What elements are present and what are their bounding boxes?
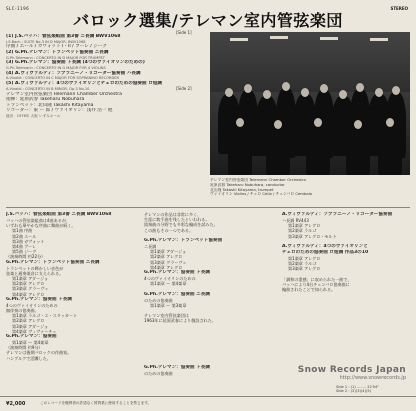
photo-caption: [210, 178, 410, 197]
musician-face: [386, 118, 394, 127]
program-listing: [6, 34, 186, 119]
program-line: リコーダー：東 ー 郎 / ヴァイオリン：浅井 浩一 他: [6, 108, 113, 114]
notes-line: ニ長調: [144, 244, 157, 250]
program-line: J.S.Bach : SUITE No.3 IN D MAJOR, BWV1068: [6, 39, 86, 44]
notes-line: 生涯に数千曲を残したといわれる。: [144, 217, 210, 223]
notes-line: バッハにより4台チェンバロ協奏曲に: [282, 282, 350, 288]
notes-line: テレマン室内管弦楽団は: [144, 313, 189, 319]
notes-line: 第2楽章 ラルゴ: [288, 261, 317, 267]
notes-line: トランペットの輝かしい音色が: [6, 265, 64, 271]
musician-face: [314, 118, 322, 127]
musician-face: [392, 86, 400, 95]
notes-line: 無伴奏の協奏曲。: [6, 308, 39, 314]
notes-line: 第2楽章 アレグロ: [150, 254, 183, 260]
notes-line: この曲もその一つである。: [144, 227, 194, 233]
musician-face: [354, 120, 362, 129]
notes-line: 第2楽章 ラルゴ: [288, 228, 317, 234]
notes-line: 第1楽章 アレグロ: [288, 223, 321, 229]
musician-face: [263, 90, 271, 99]
program-line: (5) A.ヴィヴァルディ：4つのヴァイオリンとチェロのための協奏曲 ロ短調: [6, 81, 162, 87]
notes-line: 第4楽章 アレグロ: [150, 264, 183, 270]
notes-line: ハンブルクで活躍した。: [6, 355, 51, 361]
notes-line: 4つのヴァイオリンのための: [6, 302, 58, 308]
notes-line: いずれも華やかな序曲に舞曲が続く。: [6, 223, 76, 229]
notes-line: 第1楽章 〜 第3楽章: [150, 302, 187, 308]
notes-line: 編曲されたことで知られる。: [282, 287, 336, 293]
notes-line: A.ヴィヴァルディ：4つのヴァイオリンと: [282, 244, 368, 250]
musician-face: [301, 88, 309, 97]
notes-line: 第3曲 ガヴォット: [12, 238, 45, 244]
watermark: [298, 365, 406, 381]
notes-line: 第1楽章 〜 第4楽章: [150, 281, 187, 287]
musician-figure: [306, 124, 330, 175]
timing-line: Side 1 : (1) ........ 22'04": [336, 385, 379, 389]
liner-notes-column-2: [144, 212, 272, 396]
timing-line: Side 2 : (2)(3)(4)(5): [336, 389, 372, 393]
program-line: (4) A.ヴィヴァルディ：ソプラニーノ・リコーダー協奏曲 ハ長調: [6, 70, 141, 76]
notes-line: J.S.バッハ：管弦楽組曲 第3番 ニ長調 BWV1068: [6, 212, 112, 217]
album-title: バロック選集/テレマン室内管弦楽団: [73, 11, 343, 30]
notes-line: G.Ph.テレマン：協奏曲 ト長調: [144, 365, 210, 371]
caption-line: ヴァイオリン Violins / チェロ Cello / チェンバロ Cembalo: [210, 192, 313, 197]
ceiling-light: [320, 37, 338, 40]
notes-line: ハ長調 RV443: [282, 218, 309, 223]
orchestra-photo: [210, 32, 410, 175]
notes-line: 4つのヴァイオリンのための: [144, 276, 196, 282]
notes-line: 第5曲 ジーグ: [12, 249, 37, 255]
notes-line: （演奏時間 約9分）: [6, 345, 43, 351]
catalog-number: SLC-1196: [6, 6, 30, 11]
notes-line: G.Ph.テレマン：トランペット協奏曲: [144, 238, 223, 244]
musician-face: [375, 88, 383, 97]
notes-line: [6, 387, 134, 392]
divider: [6, 207, 410, 208]
notes-line: 第3楽章 グラーヴェ: [150, 259, 187, 265]
notes-line: [144, 387, 272, 392]
timing-box: [336, 385, 406, 393]
notes-line: G.Ph.テレマン：トランペット協奏曲 ニ長調: [6, 259, 100, 265]
notes-line: 第1曲 序曲: [12, 228, 33, 234]
musician-face: [339, 90, 347, 99]
musician-face: [282, 82, 290, 91]
notes-line: 第1楽章 アダージョ: [12, 276, 49, 282]
musician-face: [320, 84, 328, 93]
watermark-name: Snow Records Japan: [297, 365, 406, 375]
notes-line: 第1楽章 アレグロ: [288, 256, 321, 262]
ceiling-light: [270, 36, 288, 39]
stereo-badge: STEREO: [390, 6, 408, 11]
notes-line: 第3楽章 アレグロ: [288, 266, 321, 272]
notes-line: 第2曲 エール: [12, 233, 37, 239]
program-line: (1) J.S.バッハ：管弦楽組曲 第3番 ニ長調 BWV1068: [6, 34, 121, 39]
caption-line: テレマン室内管弦楽団 Telemann Chamber Orchestra: [210, 178, 306, 182]
program-line: G.Ph.Telemann : CONCERTO IN D MAJOR FOR TRUMPET: [6, 55, 105, 60]
caption-line: 北山隆 Takashi Kitayama, trumpet: [210, 187, 274, 192]
musician-figure: [228, 124, 252, 175]
notes-line: 第2楽章 アレグロ: [12, 281, 45, 287]
notes-line: テレマンは後期バロックの作曲家。: [6, 350, 72, 356]
program-line: (3) G.Ph.テレマン：協奏曲 ト長調 (4つのヴァイオリンのための): [6, 60, 145, 66]
side-1-tag: [Side 1]: [176, 30, 192, 35]
notes-line: 第4楽章 アレグロ: [12, 291, 45, 297]
footer-divider: [0, 396, 416, 397]
watermark-url: http://www.snowrecords.jp: [339, 375, 406, 381]
notes-line: 第3楽章 アダージョ: [12, 323, 49, 329]
notes-line: G.Ph.テレマン：協奏曲: [6, 334, 57, 340]
notes-line: 第1楽章 アダージョ: [150, 249, 187, 255]
musician-figure: [346, 126, 370, 175]
program-line: A.Vivaldi : CONCERTO IN C MAJOR FOR SOPRANINO RECORDER: [6, 76, 120, 81]
program-line: 序曲 / エール / ガヴォット I・II / ブーレ / ジーグ: [6, 44, 107, 50]
notes-line: 第4楽章 ヴィヴァーチェ: [12, 328, 57, 334]
notes-line: 第1楽章 ラルゴ・エ・スタッカート: [12, 313, 78, 319]
notes-line: 第4曲 ブーレ: [12, 244, 37, 250]
notes-line: 弦楽と通奏低音に支えられる。: [6, 270, 64, 276]
side-2-tag: [Side 2]: [176, 86, 192, 91]
program-line: 指揮：延原武春 Takeharu Nobuhara: [6, 97, 85, 103]
notes-line: A.ヴィヴァルディ：ソプラニーノ・リコーダー協奏曲: [282, 212, 393, 217]
notes-line: のための協奏曲: [144, 297, 173, 303]
musician-figure: [378, 124, 402, 175]
notes-line: 1963年に延原武春により創設された。: [144, 318, 216, 324]
notes-line: G.Ph.テレマン：協奏曲 ト長調: [144, 270, 210, 276]
liner-notes-column-3: [282, 212, 410, 332]
musician-face: [225, 88, 233, 97]
notes-line: [282, 329, 410, 332]
musician-face: [274, 120, 282, 129]
notes-line: 協奏曲の分野でも多彩な編成を試みた。: [144, 222, 218, 228]
musician-face: [244, 84, 252, 93]
program-line: 録音：1976年 大阪 いずみホール: [6, 113, 61, 118]
program-line: A.Vivaldi : CONCERTO IN B MINOR, Op.3 No.10: [6, 86, 90, 91]
musician-face: [356, 83, 364, 92]
notes-line: 第3楽章 グラーヴェ: [12, 286, 49, 292]
liner-notes-column-1: [6, 212, 134, 396]
musician-figure: [266, 126, 290, 175]
notes-line: （演奏時間 約22分）: [6, 254, 46, 260]
program-line: (2) G.Ph.テレマン：トランペット協奏曲 ニ長調: [6, 49, 109, 55]
notes-line: 「調和の霊感」に収められた一曲で、: [282, 276, 352, 282]
notes-line: 第2楽章 アレグロ: [12, 318, 45, 324]
copyright-note: このレコードを権利者の許諾なく賃貸業に使用することを禁じます。: [40, 401, 152, 405]
ceiling-light: [230, 38, 248, 41]
notes-line: 第3楽章 アレグロ・モルト: [288, 233, 337, 239]
notes-line: テレマンの作品は非常に多く、: [144, 212, 202, 217]
notes-line: チェロのための協奏曲 ロ短調 作品3の10: [282, 250, 369, 256]
notes-line: G.Ph.テレマン：協奏曲 ト長調: [6, 296, 72, 302]
program-line: テレマン室内管弦楽団 Telemann Chamber Orchestra: [6, 91, 122, 97]
notes-line: バッハの管弦楽組曲は4曲あるが、: [6, 218, 71, 223]
program-line: G.Ph.Telemann : CONCERTO IN G MAJOR FOR 4 VIOLINS: [6, 65, 106, 70]
notes-line: G.Ph.テレマン：協奏曲 ニ長調: [144, 291, 210, 297]
caption-line: 延原武春 Takeharu Nobuhara, conductor: [210, 182, 285, 187]
price-label: ¥2,000: [6, 401, 26, 407]
notes-line: のための協奏曲: [144, 371, 173, 377]
musician-face: [236, 118, 244, 127]
program-line: トランペット：北山隆 Takashi Kitayama: [6, 102, 94, 108]
notes-line: 第1楽章 〜 第4楽章: [12, 340, 49, 346]
ceiling-light: [370, 38, 388, 41]
